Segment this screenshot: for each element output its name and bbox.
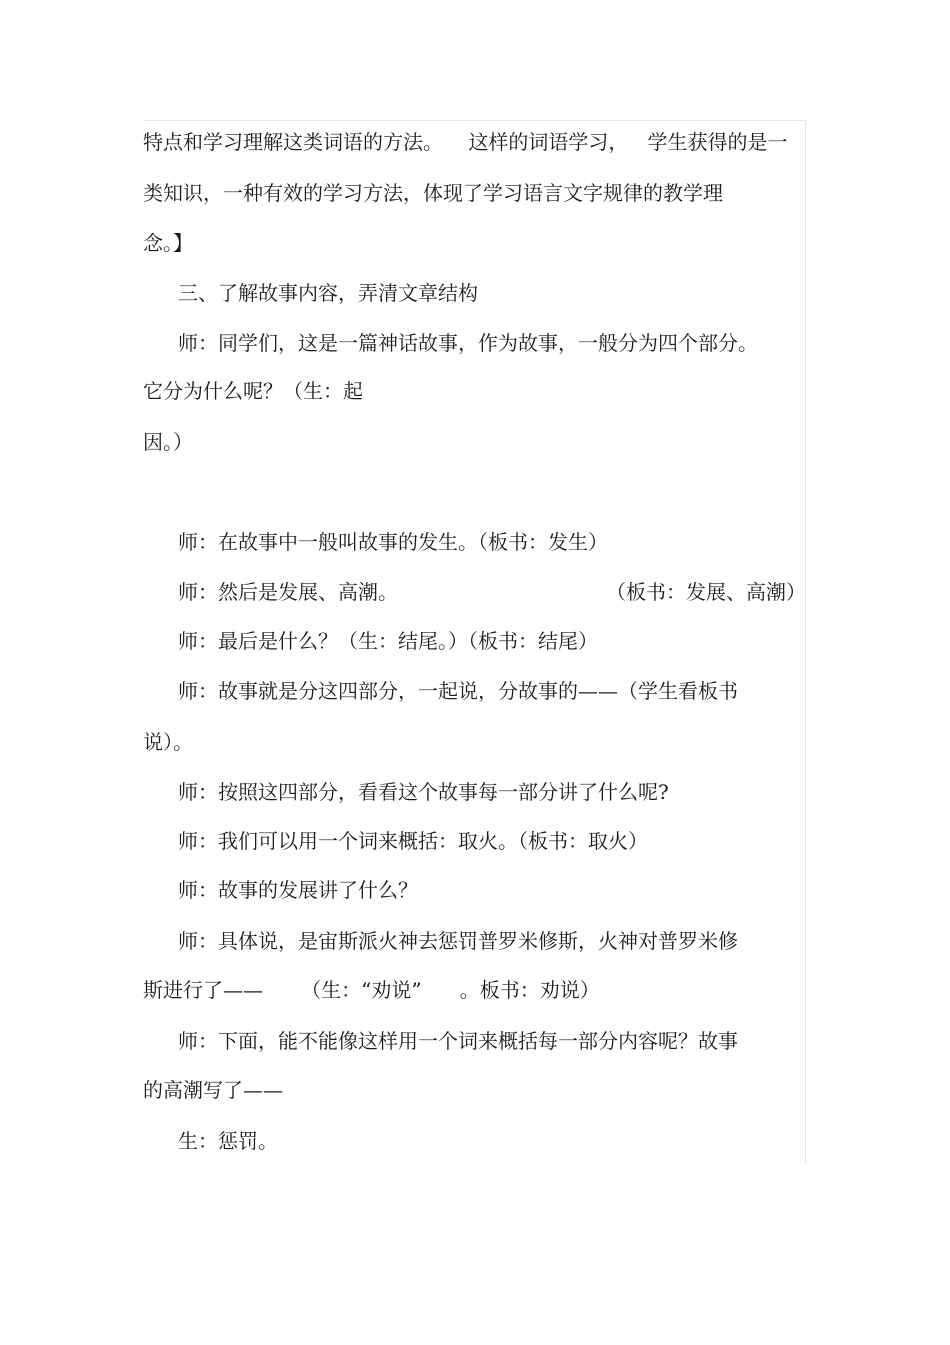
text-line: 师：下面，能不能像这样用一个词来概括每一部分内容呢？故事 <box>178 1029 738 1053</box>
text-line: 说）。 <box>143 730 193 754</box>
text-line: 特点和学习理解这类词语的方法。 这样的词语学习， 学生获得的是一 <box>143 130 788 154</box>
text-line: 斯进行了—— （生：“劝说” 。板书：劝说） <box>143 978 600 1002</box>
text-line: 师：具体说，是宙斯派火神去惩罚普罗米修斯，火神对普罗米修 <box>178 929 738 953</box>
text-line: 生：惩罚。 <box>178 1129 278 1153</box>
text-line: 师：在故事中一般叫故事的发生。（板书：发生） <box>178 530 608 554</box>
text-line: 师：同学们，这是一篇神话故事，作为故事，一般分为四个部分。 <box>178 331 758 355</box>
section-heading: 三、了解故事内容，弄清文章结构 <box>178 281 478 305</box>
text-line: 师：我们可以用一个词来概括：取火。（板书：取火） <box>178 829 648 853</box>
text-line: 师：然后是发展、高潮。 <box>178 580 398 604</box>
text-line: （板书：发展、高潮） <box>606 580 806 604</box>
text-line: 它分为什么呢？（生：起 <box>143 379 363 403</box>
text-line: 念。】 <box>143 231 193 255</box>
text-line: 师：故事的发展讲了什么？ <box>178 878 418 902</box>
text-line: 师：故事就是分这四部分，一起说，分故事的——（学生看板书 <box>178 679 738 703</box>
text-line: 的高潮写了—— <box>143 1078 283 1102</box>
text-line: 类知识，一种有效的学习方法，体现了学习语言文字规律的教学理 <box>143 181 723 205</box>
text-line: 师：按照这四部分，看看这个故事每一部分讲了什么呢? <box>178 780 669 804</box>
text-line: 因。） <box>143 430 193 454</box>
text-line: 师：最后是什么？（生：结尾。）（板书：结尾） <box>178 629 598 653</box>
